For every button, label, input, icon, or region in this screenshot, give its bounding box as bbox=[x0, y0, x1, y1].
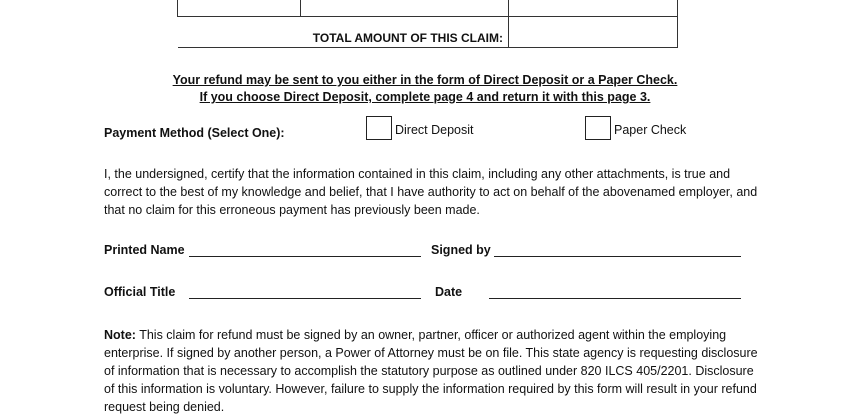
payment-method-label: Payment Method (Select One): bbox=[104, 126, 285, 140]
claim-table-cell[interactable] bbox=[509, 0, 678, 17]
note-label: Note: bbox=[104, 328, 136, 342]
official-title-label: Official Title bbox=[104, 285, 176, 299]
note-text: This claim for refund must be signed by an owner, partner, officer or authorized agent within the employing enterprise. If signed by another person, a Power of Attorney must be on file. This state agency is requesting disclosure of information that is necessary to accomplish the statutory purpose as outlined under 820 ILCS 405/2201. Disclosure of this information is voluntary. However, failure to supply the information required by this form will result in your refund request being denied. bbox=[104, 328, 758, 414]
printed-name-label: Printed Name bbox=[104, 243, 185, 257]
claim-table-cell[interactable] bbox=[301, 0, 509, 17]
date-label: Date bbox=[435, 285, 463, 299]
certification-text: I, the undersigned, certify that the information contained in this claim, including any other attachments, is true and correct to the best of my knowledge and belief, that I have authority to act on behalf of the abovenamed employer, and that no claim for this erroneous payment has previously been made. bbox=[104, 167, 758, 217]
direct-deposit-checkbox[interactable] bbox=[366, 116, 392, 140]
total-amount-field[interactable] bbox=[509, 17, 678, 48]
total-amount-label: TOTAL AMOUNT OF THIS CLAIM: bbox=[178, 17, 509, 48]
refund-info-line-1: Your refund may be sent to you either in the form of Direct Deposit or a Paper Check. bbox=[172, 73, 678, 87]
paper-check-label: Paper Check bbox=[614, 123, 687, 137]
official-title-field[interactable] bbox=[189, 298, 421, 299]
printed-name-field[interactable] bbox=[189, 256, 421, 257]
total-row bbox=[178, 17, 678, 48]
claim-amount-table bbox=[177, 0, 678, 48]
claim-table-row bbox=[178, 0, 678, 17]
refund-info-line-2: If you choose Direct Deposit, complete page 4 and return it with this page 3. bbox=[199, 90, 651, 104]
signed-by-field[interactable] bbox=[494, 256, 741, 257]
date-field[interactable] bbox=[489, 298, 741, 299]
signed-by-label: Signed by bbox=[431, 243, 491, 257]
claim-table-cell[interactable] bbox=[178, 0, 301, 17]
direct-deposit-label: Direct Deposit bbox=[395, 123, 474, 137]
paper-check-checkbox[interactable] bbox=[585, 116, 611, 140]
note-paragraph bbox=[104, 326, 764, 416]
